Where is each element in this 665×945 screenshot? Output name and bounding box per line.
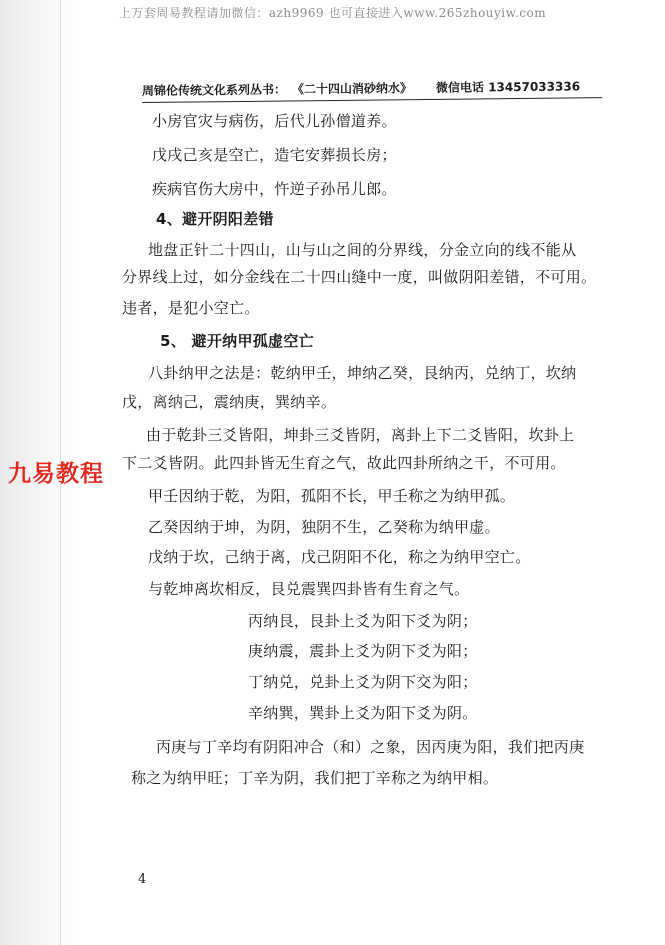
text-line: 甲壬因纳于乾，为阳，孤阳不长，甲壬称之为纳甲孤。 (148, 487, 516, 505)
header-series: 周锦伦传统文化系列丛书： (141, 82, 287, 98)
page-header (142, 73, 602, 103)
text-line: 称之为纳甲旺；丁辛为阴，我们把丁辛称之为纳甲相。 (131, 769, 499, 787)
text-line: 丙庚与丁辛均有阴阳冲合（和）之象，因丙庚为阳，我们把丙庚 (156, 738, 585, 756)
text-line: 庚纳震，震卦上爻为阴下爻为阳； (248, 642, 478, 660)
text-line: 丁纳兑，兑卦上爻为阴下交为阳； (248, 673, 478, 691)
text-line: 与乾坤离坎相反，艮兑震巽四卦皆有生育之气。 (148, 580, 470, 598)
text-line: 辛纳巽，巽卦上爻为阳下爻为阴。 (248, 704, 478, 722)
text-line: 戊，离纳己，震纳庚，巽纳辛。 (122, 393, 337, 411)
page-number: 4 (138, 872, 147, 887)
header-contact: 微信电话 13457033336 (435, 79, 581, 95)
text-line: 戊戌己亥是空亡，造宅安葬损长房； (152, 146, 397, 164)
text-line: 由于乾卦三爻皆阳，坤卦三爻皆阴，离卦上下二爻皆阳，坎卦上 (146, 426, 575, 444)
text-line: 下二爻皆阴。此四卦皆无生育之气，故此四卦所纳之干，不可用。 (122, 454, 566, 472)
text-line: 地盘正针二十四山，山与山之间的分界线，分金立向的线不能从 (148, 241, 577, 259)
text-line: 疾病官伤大房中，忤逆子孙吊儿郎。 (152, 180, 397, 198)
logo-watermark: 九易教程 (8, 461, 104, 487)
section-heading: 5、 避开纳甲孤虚空亡 (160, 332, 314, 350)
text-line: 分界线上过，如分金线在二十四山缝中一度，叫做阴阳差错，不可用。 (122, 268, 597, 286)
text-line: 八卦纳甲之法是：乾纳甲壬，坤纳乙癸，艮纳丙，兑纳丁，坎纳 (148, 364, 577, 382)
text-line: 戊纳于坎，己纳于离，戊己阴阳不化，称之为纳甲空亡。 (148, 548, 531, 566)
text-line: 违者，是犯小空亡。 (122, 299, 260, 317)
text-line: 乙癸因纳于坤，为阴，独阴不生，乙癸称为纳甲虚。 (148, 518, 500, 536)
text-line: 小房官灾与病伤，后代儿孙僧道养。 (152, 112, 397, 130)
top-watermark: 上万套周易教程请加微信：azh9969 也可直接进入www.265zhouyiw.com (118, 6, 547, 20)
text-line: 丙纳艮，艮卦上爻为阳下爻为阴； (248, 612, 478, 630)
header-book-title: 《二十四山消砂纳水》 (291, 81, 413, 97)
section-heading: 4、避开阴阳差错 (156, 210, 274, 228)
